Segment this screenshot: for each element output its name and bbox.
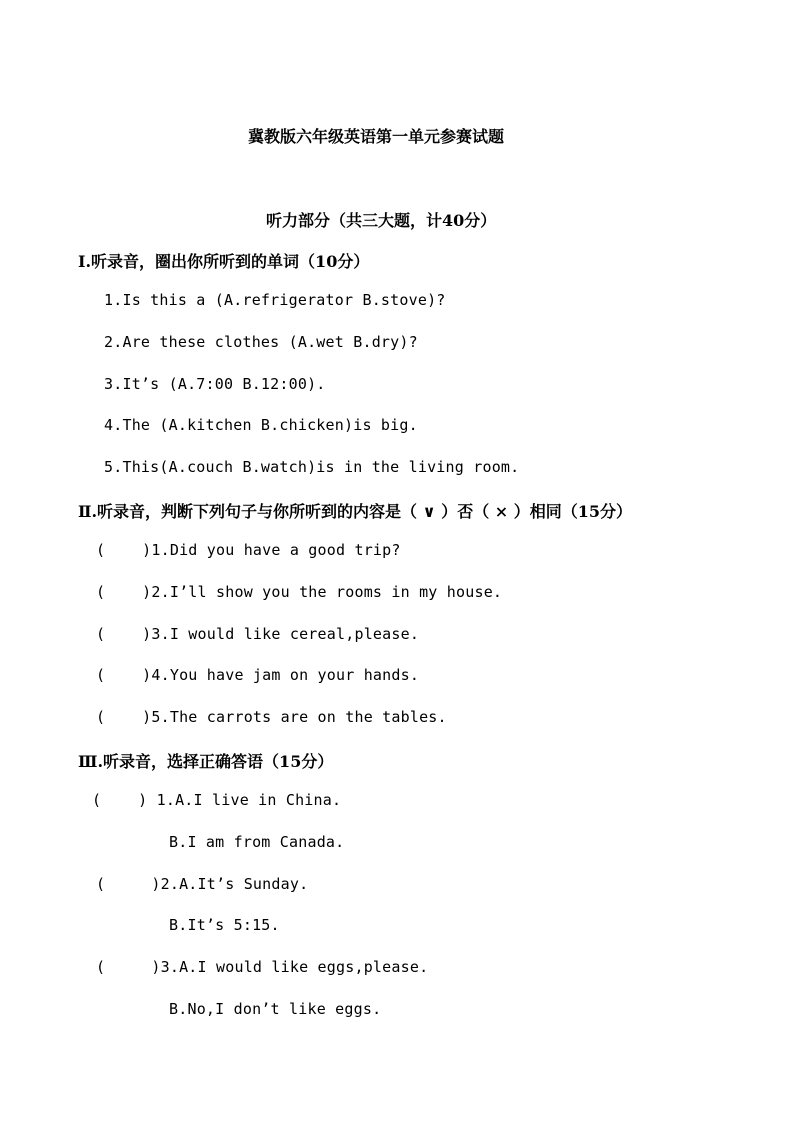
list-item: 2.Are these clothes (A.wet B.dry)? bbox=[104, 333, 418, 351]
list-item: B.No,I don’t like eggs. bbox=[169, 1000, 382, 1018]
list-item: 1.Is this a (A.refrigerator B.stove)? bbox=[104, 291, 446, 309]
list-item: B.It’s 5:15. bbox=[169, 916, 280, 934]
section-2-heading: Ⅱ.听录音，判断下列句子与你所听到的内容是（ ∨ ）否（ × ）相同（15分） bbox=[78, 502, 633, 521]
list-item: ( )2.I’ll show you the rooms in my house. bbox=[96, 583, 503, 601]
list-item: ( )1.Did you have a good trip? bbox=[96, 541, 401, 559]
list-item: 4.The (A.kitchen B.chicken)is big. bbox=[104, 416, 418, 434]
list-item: ( )4.You have jam on your hands. bbox=[96, 666, 420, 684]
list-item: ( )3.I would like cereal,please. bbox=[96, 625, 420, 643]
part-title: 听力部分（共三大题，计40分） bbox=[266, 211, 497, 230]
list-item: ( ) 1.A.I live in China. bbox=[92, 791, 342, 809]
list-item: 3.It’s (A.7:00 B.12:00). bbox=[104, 375, 326, 393]
list-item: ( )2.A.It’s Sunday. bbox=[96, 875, 309, 893]
section-3-heading: Ⅲ.听录音，选择正确答语（15分） bbox=[78, 752, 334, 771]
list-item: 5.This(A.couch B.watch)is in the living room. bbox=[104, 458, 520, 476]
list-item: ( )5.The carrots are on the tables. bbox=[96, 708, 447, 726]
list-item: ( )3.A.I would like eggs,please. bbox=[96, 958, 429, 976]
list-item: B.I am from Canada. bbox=[169, 833, 345, 851]
document-title: 冀教版六年级英语第一单元参赛试题 bbox=[248, 127, 505, 146]
section-1-heading: Ⅰ.听录音，圈出你所听到的单词（10分） bbox=[78, 252, 370, 271]
